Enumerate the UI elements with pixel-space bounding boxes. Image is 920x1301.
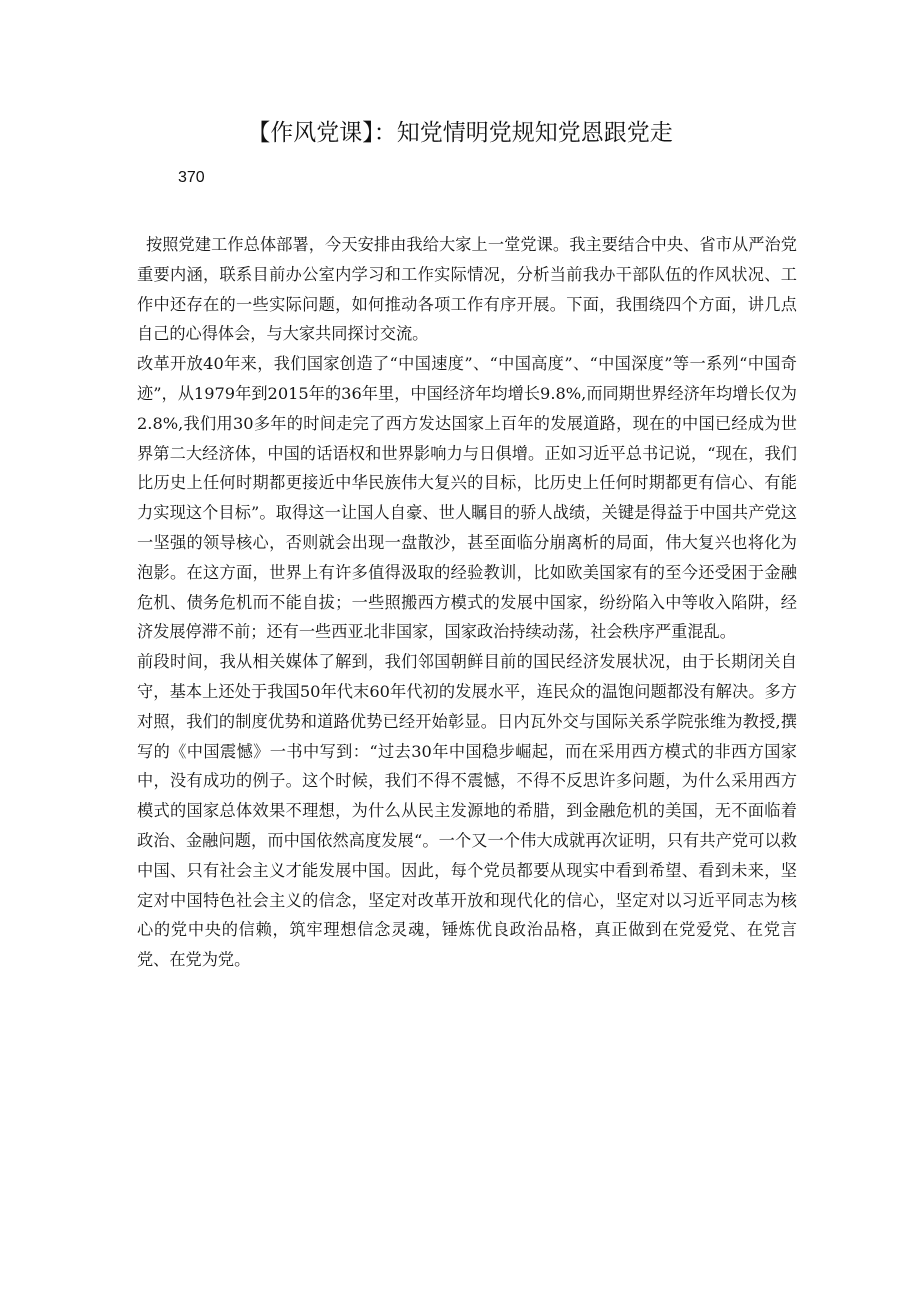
paragraph-reform-achievements: 改革开放40年来，我们国家创造了“中国速度”、“中国高度”、“中国深度”等一系列“中国奇迹”，从1979年到2015年的36年里，中国经济年均增长9.8%,而同期世界经济年均增长仅为2.8%,我们用30多年的时间走完了西方发达国家上百年的发展道路，现在的中国已经成为世界第二大经济体，中国的话语权和世界影响力与日俱增。正如习近平总书记说，“现在，我们比历史上任何时期都更接近中华民族伟大复兴的目标，比历史上任何时期都更有信心、有能力实现这个目标”。取得这一让国人自豪、世人瞩目的骄人战绩，关键是得益于中国共产党这一坚强的领导核心，否则就会出现一盘散沙，甚至面临分崩离析的局面，伟大复兴也将化为泡影。在这方面，世界上有许多值得汲取的经验教训，比如欧美国家有的至今还受困于金融危机、债务危机而不能自拔；一些照搬西方模式的发展中国家，纷纷陷入中等收入陷阱，经济发展停滞不前；还有一些西亚北非国家，国家政治持续动荡，社会秩序严重混乱。	[137, 354, 797, 642]
paragraph-intro: 按照党建工作总体部署，今天安排由我给大家上一堂党课。我主要结合中央、省市从严治党重要内涵，联系目前办公室内学习和工作实际情况，分析当前我办干部队伍的作风状况、工作中还存在的一些实际问题，如何推动各项工作有序开展。下面，我围绕四个方面，讲几点自己的心得体会，与大家共同探讨交流。	[137, 235, 797, 344]
document-body	[137, 230, 797, 975]
paragraph-comparison: 前段时间，我从相关媒体了解到，我们邻国朝鲜目前的国民经济发展状况，由于长期闭关自守，基本上还处于我国50年代末60年代初的发展水平，连民众的温饱问题都没有解决。多方对照，我们的制度优势和道路优势已经开始彰显。日内瓦外交与国际关系学院张维为教授,撰写的《中国震憾》一书中写到：“过去30年中国稳步崛起，而在采用西方模式的非西方国家中，没有成功的例子。这个时候，我们不得不震憾，不得不反思许多问题，为什么采用西方模式的国家总体效果不理想，为什么从民主发源地的希腊，到金融危机的美国，无不面临着政治、金融问题，而中国依然高度发展“。一个又一个伟大成就再次证明，只有共产党可以救中国、只有社会主义才能发展中国。因此，每个党员都要从现实中看到希望、看到未来，坚定对中国特色社会主义的信念，坚定对改革开放和现代化的信心，坚定对以习近平同志为核心的党中央的信赖，筑牢理想信念灵魂，锤炼优良政治品格，真正做到在党爱党、在党言党、在党为党。	[137, 652, 797, 970]
document-title: 【作风党课】：知党情明党规知党恩跟党走	[247, 120, 673, 146]
document-code: 370	[178, 169, 205, 186]
